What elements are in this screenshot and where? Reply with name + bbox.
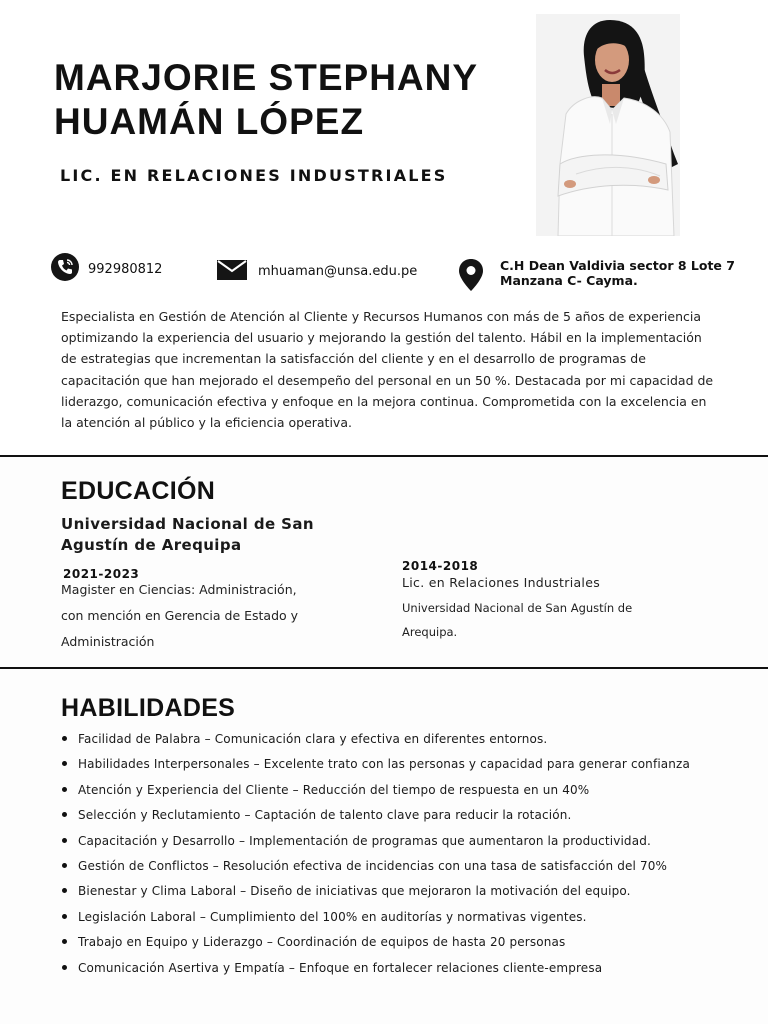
- email-address[interactable]: mhuaman@unsa.edu.pe: [258, 264, 418, 279]
- skill-item: Gestión de Conflictos – Resolución efectiva de incidencias con una tasa de satisfacción del 70%: [61, 856, 751, 881]
- institution-line: Universidad Nacional de San Agustín de: [402, 601, 633, 615]
- education-degree-right: Lic. en Relaciones Industriales: [402, 575, 601, 590]
- profile-summary: Especialista en Gestión de Atención al Cliente y Recursos Humanos con más de 5 años de experiencia optimizando la experiencia del usuario y mejorando la gestión del talento. Hábil en la implementación de estrategias que incrementan la satisfacción del cliente y en el desarrollo de programas de capacitación que han mejorado el desempeño del personal en un 50 %. Destacada por mi capacidad de liderazgo, comunicación efectiva y enfoque en la mejora continua. Comprometida con la excelencia en la atención al público y la eficiencia operativa.: [61, 309, 714, 431]
- skill-item: Legislación Laboral – Cumplimiento del 100% en auditorías y normativas vigentes.: [61, 907, 751, 932]
- skills-list: [61, 729, 751, 983]
- skill-item: Comunicación Asertiva y Empatía – Enfoque en fortalecer relaciones cliente-empresa: [61, 958, 751, 983]
- phone-number[interactable]: 992980812: [88, 262, 163, 277]
- address-line-1: C.H Dean Valdivia sector 8 Lote 7: [500, 258, 735, 273]
- address: [500, 258, 735, 288]
- degree-line: Administración: [61, 634, 155, 649]
- skill-item: Selección y Reclutamiento – Captación de talento clave para reducir la rotación.: [61, 805, 751, 830]
- skill-item: Capacitación y Desarrollo – Implementación de programas que aumentaron la productividad.: [61, 831, 751, 856]
- location-pin-icon: [459, 259, 483, 291]
- skill-item: Trabajo en Equipo y Liderazgo – Coordinación de equipos de hasta 20 personas: [61, 932, 751, 957]
- name-line-1: MARJORIE STEPHANY: [54, 57, 479, 98]
- institution-line: Arequipa.: [402, 625, 458, 639]
- skill-item: Atención y Experiencia del Cliente – Reducción del tiempo de respuesta en un 40%: [61, 780, 751, 805]
- name-line-2: HUAMÁN LÓPEZ: [54, 101, 365, 142]
- education-heading: EDUCACIÓN: [61, 477, 216, 505]
- envelope-icon: [217, 260, 247, 280]
- education-degree-left: [61, 582, 361, 650]
- skill-item: Habilidades Interpersonales – Excelente trato con las personas y capacidad para generar confianza: [61, 754, 751, 779]
- university-name: Universidad Nacional de San Agustín de Arequipa: [61, 515, 314, 554]
- education-years-left: 2021-2023: [63, 567, 140, 581]
- education-institution-right: [402, 596, 662, 644]
- address-line-2: Manzana C- Cayma.: [500, 273, 638, 288]
- skills-heading: HABILIDADES: [61, 694, 236, 722]
- skill-item: Facilidad de Palabra – Comunicación clara y efectiva en diferentes entornos.: [61, 729, 751, 754]
- profile-photo: [536, 14, 680, 236]
- degree-line: Magister en Ciencias: Administración,: [61, 582, 297, 597]
- education-years-right: 2014-2018: [402, 559, 479, 573]
- job-title: LIC. EN RELACIONES INDUSTRIALES: [60, 166, 448, 185]
- degree-line: con mención en Gerencia de Estado y: [61, 608, 299, 623]
- full-name: [54, 56, 478, 144]
- phone-icon: [50, 252, 80, 282]
- skill-item: Bienestar y Clima Laboral – Diseño de iniciativas que mejoraron la motivación del equipo.: [61, 881, 751, 906]
